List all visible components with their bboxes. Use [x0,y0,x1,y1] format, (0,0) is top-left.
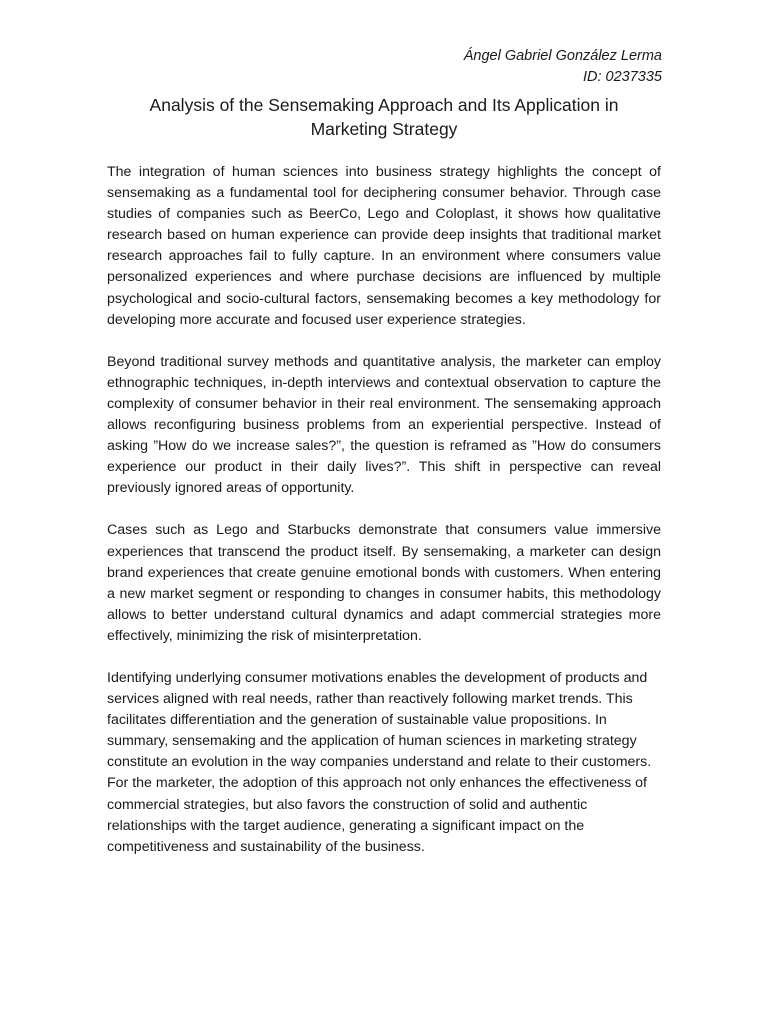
document-body [107,162,661,879]
paragraph-2: Beyond traditional survey methods and quantitative analysis, the marketer can employ ethnographic techniques, in-depth interviews and contextual observation to capture the complexity of consumer behavior in their real environment. The sensemaking approach allows reconfiguring business problems from an experiential perspective. Instead of asking ”How do we increase sales?”, the question is reframed as ”How do consumers experience our product in their daily lives?”. This shift in perspective can reveal previously ignored areas of opportunity. [107,353,661,497]
author-name: Ángel Gabriel González Lerma [463,48,662,64]
student-id: ID: 0237335 [582,69,662,85]
paragraph-3: Cases such as Lego and Starbucks demonstrate that consumers value immersive experiences that transcend the product itself. By sensemaking, a marketer can design brand experiences that create genuine emotional bonds with customers. When entering a new market segment or responding to changes in consumer habits, this methodology allows to better understand cultural dynamics and adapt commercial strategies more effectively, minimizing the risk of misinterpretation. [107,522,661,644]
title-line-2: Marketing Strategy [310,119,458,139]
paragraph-1: The integration of human sciences into business strategy highlights the concept of sensemaking as a fundamental tool for deciphering consumer behavior. Through case studies of companies such as BeerCo, Lego and Coloplast, it shows how qualitative research based on human experience can provide deep insights that traditional market research approaches fail to fully capture. In an environment where consumers value personalized experiences and where purchase decisions are influenced by multiple psychological and socio-cultural factors, sensemaking becomes a key methodology for developing more accurate and focused user experience strategies. [107,164,661,328]
document-title [107,93,661,141]
author-block [464,46,662,88]
paragraph-4: Identifying underlying consumer motivations enables the development of products and services aligned with real needs, rather than reactively following market trends. This facilitates differentiation and the generation of sustainable value propositions. In summary, sensemaking and the application of human sciences in marketing strategy constitute an evolution in the way companies understand and relate to their customers. For the marketer, the adoption of this approach not only enhances the effectiveness of commercial strategies, but also favors the construction of solid and authentic relationships with the target audience, generating a significant impact on the competitiveness and sustainability of the business. [107,669,652,855]
title-line-1: Analysis of the Sensemaking Approach and Its Application in [149,95,619,115]
